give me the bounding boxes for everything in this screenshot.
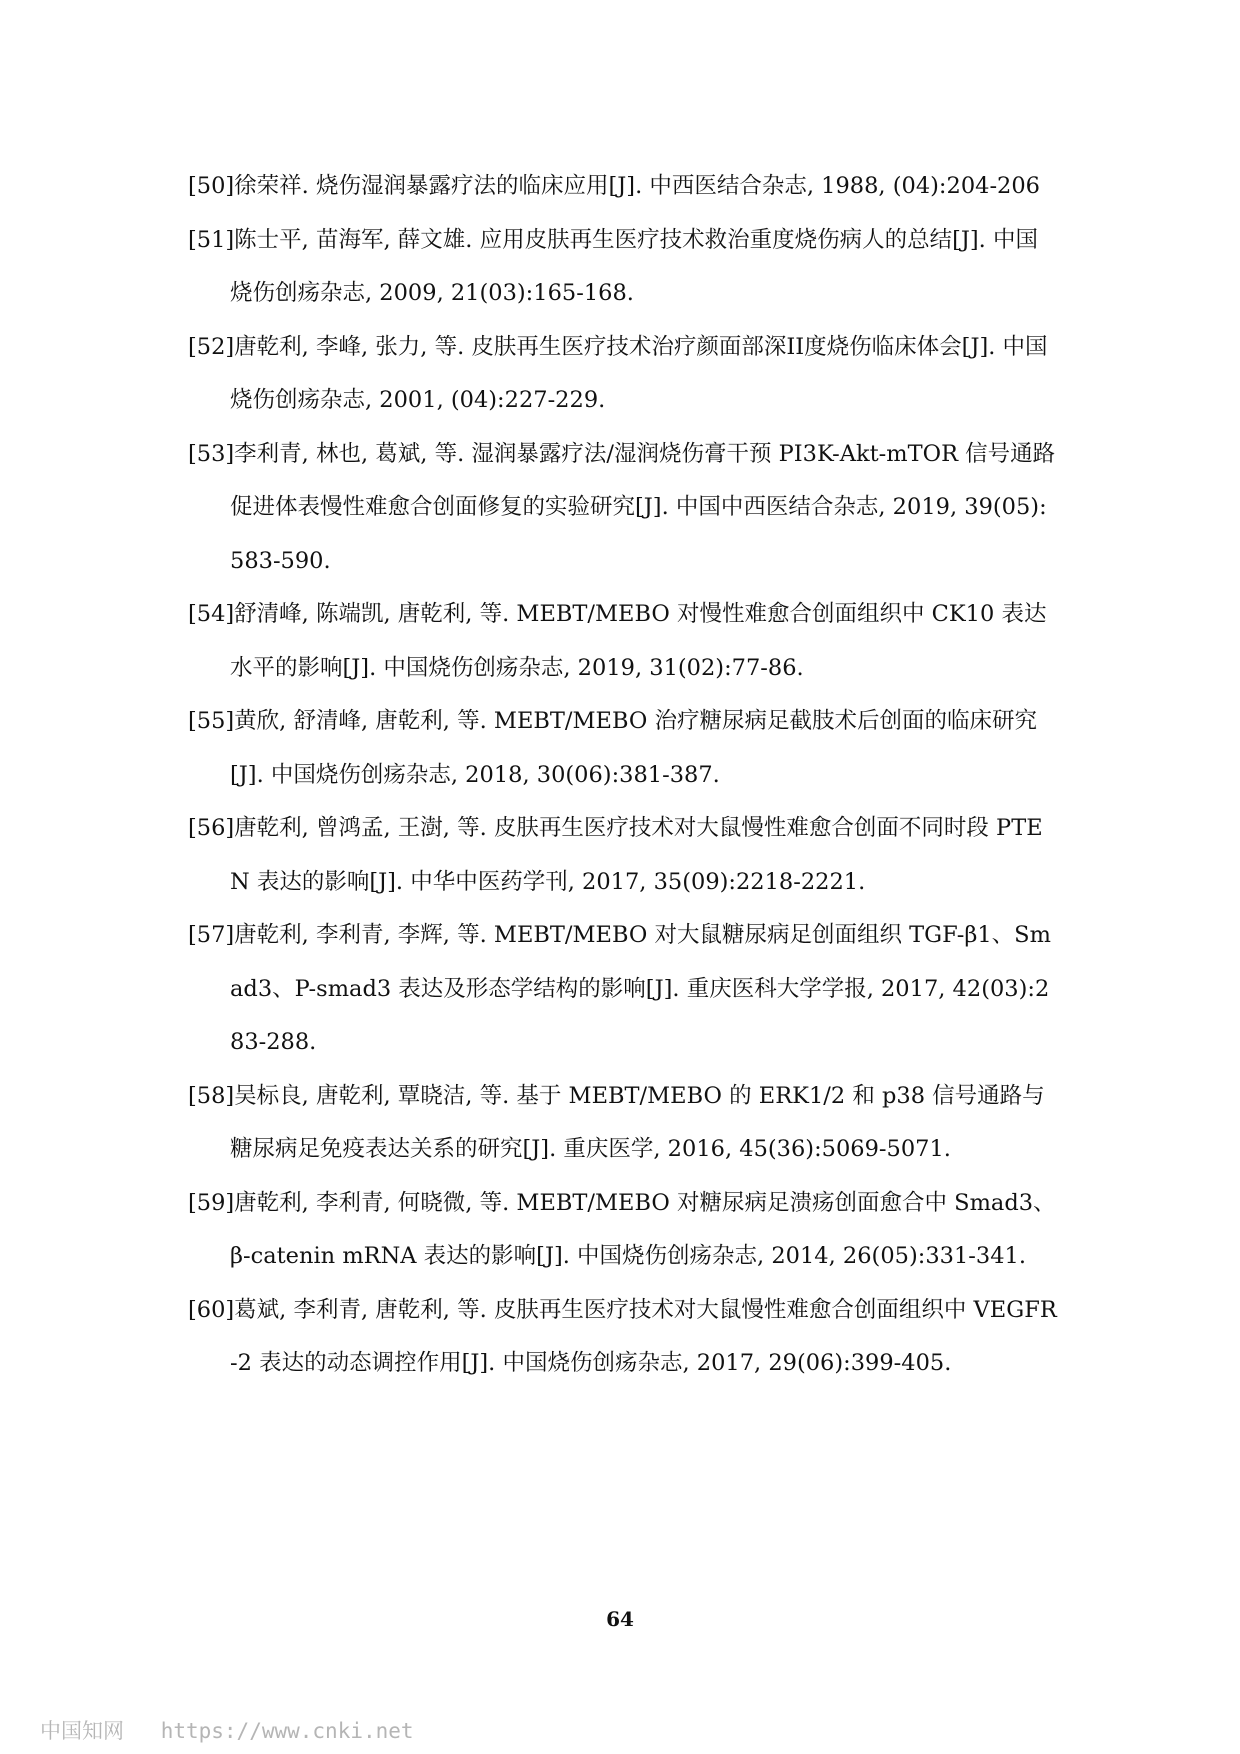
reference-entry-55: [55]黄欣, 舒清峰, 唐乾利, 等. MEBT/MEBO 治疗糖尿病足截肢术后创面的临床研究[J]. 中国烧伤创疡杂志, 2018, 30(06):381-387. [188,708,1038,788]
reference-entry-52: [52]唐乾利, 李峰, 张力, 等. 皮肤再生医疗技术治疗颜面部深II度烧伤临床体会[J]. 中国烧伤创疡杂志, 2001, (04):227-229. [188,333,1048,413]
reference-list [188,160,1058,1391]
page-number: 64 [606,1607,634,1631]
reference-entry-53: [53]李利青, 林也, 葛斌, 等. 湿润暴露疗法/湿润烧伤膏干预 PI3K-Akt-mTOR 信号通路促进体表慢性难愈合创面修复的实验研究[J]. 中国中西医结合杂志, 2019, 39(05):583-590. [188,440,1056,574]
reference-entry-50: [50]徐荣祥. 烧伤湿润暴露疗法的临床应用[J]. 中西医结合杂志, 1988, (04):204-206 [188,173,1041,199]
watermark-name: 中国知网 [40,1719,124,1743]
reference-entry-51: [51]陈士平, 苗海军, 薛文雄. 应用皮肤再生医疗技术救治重度烧伤病人的总结[J]. 中国烧伤创疡杂志, 2009, 21(03):165-168. [188,226,1038,306]
reference-entry-58: [58]吴标良, 唐乾利, 覃晓洁, 等. 基于 MEBT/MEBO 的 ERK1/2 和 p38 信号通路与糖尿病足免疫表达关系的研究[J]. 重庆医学, 2016, 45(36):5069-5071. [188,1082,1045,1162]
reference-entry-57: [57]唐乾利, 李利青, 李辉, 等. MEBT/MEBO 对大鼠糖尿病足创面组织 TGF-β1、Smad3、P-smad3 表达及形态学结构的影响[J]. 重庆医科大学学报, 2017, 42(03):283-288. [188,922,1051,1055]
reference-entry-56: [56]唐乾利, 曾鸿孟, 王澍, 等. 皮肤再生医疗技术对大鼠慢性难愈合创面不同时段 PTEN 表达的影响[J]. 中华中医药学刊, 2017, 35(09):2218-2221. [188,815,1043,895]
reference-entry-54: [54]舒清峰, 陈端凯, 唐乾利, 等. MEBT/MEBO 对慢性难愈合创面组织中 CK10 表达水平的影响[J]. 中国烧伤创疡杂志, 2019, 31(02):77-86. [188,601,1047,681]
cnki-watermark [40,1715,414,1745]
watermark-url: https://www.cnki.net [160,1719,414,1743]
reference-entry-60: [60]葛斌, 李利青, 唐乾利, 等. 皮肤再生医疗技术对大鼠慢性难愈合创面组织中 VEGFR-2 表达的动态调控作用[J]. 中国烧伤创疡杂志, 2017, 29(06):399-405. [188,1296,1057,1376]
reference-entry-59: [59]唐乾利, 李利青, 何晓微, 等. MEBT/MEBO 对糖尿病足溃疡创面愈合中 Smad3、β-catenin mRNA 表达的影响[J]. 中国烧伤创疡杂志, 2014, 26(05):331-341. [188,1189,1056,1269]
